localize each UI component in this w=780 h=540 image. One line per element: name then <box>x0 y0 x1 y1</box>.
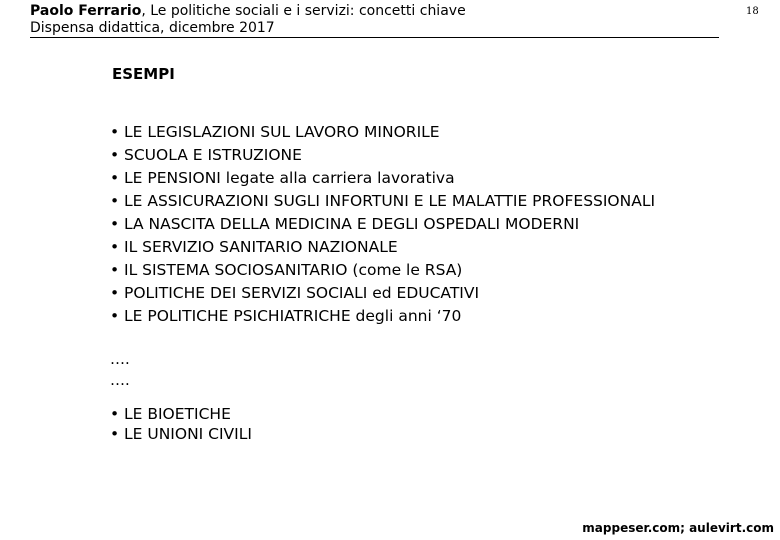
bullet-icon: • <box>110 123 120 141</box>
header-title-line <box>30 3 720 20</box>
list-item <box>110 305 655 328</box>
page-header <box>30 3 720 37</box>
bullet-icon: • <box>110 146 120 164</box>
list-item-text: LE UNIONI CIVILI <box>124 425 252 443</box>
ellipsis-text: …. <box>110 350 130 368</box>
list-item-text: LE LEGISLAZIONI SUL LAVORO MINORILE <box>124 123 440 141</box>
bullet-icon: • <box>110 238 120 256</box>
list-item <box>110 213 655 236</box>
section-title: ESEMPI <box>112 65 175 83</box>
document-subtitle: Dispensa didattica, dicembre 2017 <box>30 20 275 36</box>
list-item-text: LE BIOETICHE <box>124 405 231 423</box>
list-item <box>110 404 252 424</box>
bullet-icon: • <box>110 169 120 187</box>
list-item-text: POLITICHE DEI SERVIZI SOCIALI ed EDUCATIVI <box>124 284 480 302</box>
examples-list <box>110 121 655 328</box>
list-item <box>110 282 655 305</box>
list-item <box>110 167 655 190</box>
list-item <box>110 190 655 213</box>
author-name: Paolo Ferrario <box>30 3 142 19</box>
list-item-text: SCUOLA E ISTRUZIONE <box>124 146 302 164</box>
footer-websites: mappeser.com; aulevirt.com <box>582 521 774 535</box>
bullet-icon: • <box>110 425 120 443</box>
list-item-text: IL SISTEMA SOCIOSANITARIO (come le RSA) <box>124 261 463 279</box>
list-item-text: LA NASCITA DELLA MEDICINA E DEGLI OSPEDALI MODERNI <box>124 215 580 233</box>
ellipsis-text: …. <box>110 371 130 389</box>
bullet-icon: • <box>110 192 120 210</box>
bullet-icon: • <box>110 307 120 325</box>
header-divider <box>30 37 719 38</box>
list-item <box>110 259 655 282</box>
list-item <box>110 424 252 444</box>
list-item-text: IL SERVIZIO SANITARIO NAZIONALE <box>124 238 398 256</box>
list-item <box>110 236 655 259</box>
bullet-icon: • <box>110 215 120 233</box>
list-item-text: LE PENSIONI legate alla carriera lavorativa <box>124 169 455 187</box>
list-item-text: LE ASSICURAZIONI SUGLI INFORTUNI E LE MALATTIE PROFESSIONALI <box>124 192 656 210</box>
document-title: , Le politiche sociali e i servizi: concetti chiave <box>141 3 466 19</box>
bullet-icon: • <box>110 405 120 423</box>
page-number: 18 <box>746 6 759 17</box>
list-item <box>110 144 655 167</box>
bullet-icon: • <box>110 261 120 279</box>
more-examples-list <box>110 404 252 444</box>
list-item <box>110 121 655 144</box>
list-item-text: LE POLITICHE PSICHIATRICHE degli anni ‘70 <box>124 307 462 325</box>
bullet-icon: • <box>110 284 120 302</box>
